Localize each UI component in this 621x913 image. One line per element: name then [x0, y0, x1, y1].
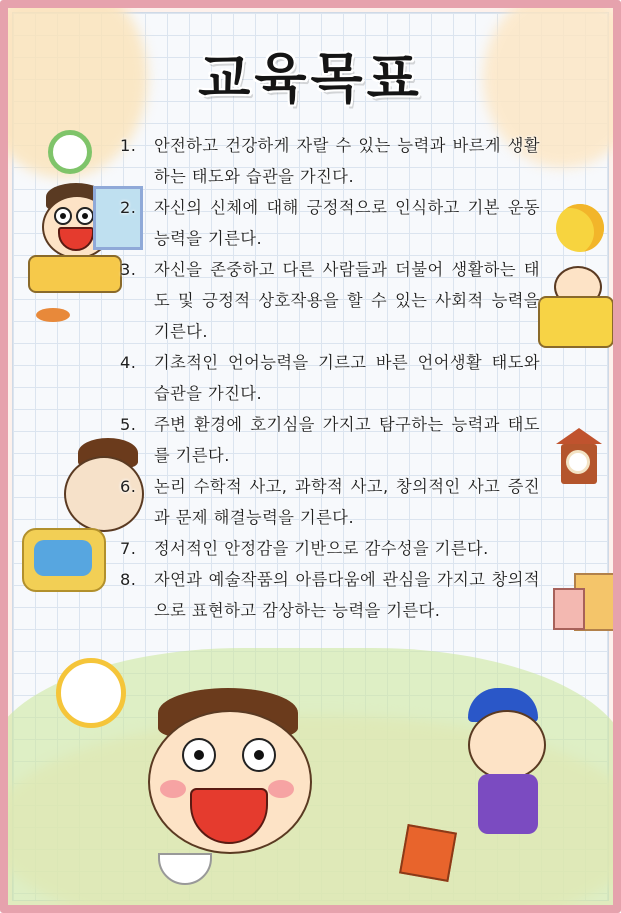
goal-number: 2.	[120, 198, 137, 217]
goal-text: 자연과 예술작품의 아름다움에 관심을 가지고 창의적으로 표현하고 감상하는 능력을 기른다.	[154, 570, 540, 620]
goal-text: 정서적인 안정감을 기반으로 감수성을 기른다.	[154, 539, 489, 558]
slippers-illustration	[36, 308, 70, 322]
alarm-clock-icon	[48, 130, 92, 174]
goal-item	[120, 533, 540, 564]
goals-list	[120, 130, 540, 626]
big-boy-illustration	[138, 688, 318, 868]
moon-icon	[556, 204, 604, 252]
cuckoo-clock-icon	[556, 428, 602, 488]
goal-item	[120, 347, 540, 409]
goal-text: 자신의 신체에 대해 긍정적으로 인식하고 기본 운동 능력을 기른다.	[154, 198, 540, 248]
goal-text: 기초적인 언어능력을 기르고 바른 언어생활 태도와 습관을 가진다.	[154, 353, 540, 403]
goal-item	[120, 564, 540, 626]
kid-with-cap-illustration	[458, 688, 568, 848]
goal-number: 8.	[120, 570, 137, 589]
bathtub-illustration	[22, 528, 106, 592]
goal-number: 3.	[120, 260, 137, 279]
goal-item	[120, 130, 540, 192]
goal-number: 4.	[120, 353, 137, 372]
goal-item	[120, 192, 540, 254]
goal-item	[120, 409, 540, 471]
goal-item	[120, 254, 540, 347]
house-icon-2	[553, 588, 585, 630]
goal-text: 논리 수학적 사고, 과학적 사고, 창의적인 사고 증진과 문제 해결능력을 기른다.	[154, 477, 540, 527]
goal-text: 자신을 존중하고 다른 사람들과 더불어 생활하는 태도 및 긍정적 상호작용을 할 수 있는 사회적 능력을 기른다.	[154, 260, 540, 341]
smiling-clock-icon	[56, 658, 126, 728]
goal-item	[120, 471, 540, 533]
goal-text: 주변 환경에 호기심을 가지고 탐구하는 능력과 태도를 기른다.	[154, 415, 540, 465]
goal-number: 5.	[120, 415, 137, 434]
goal-number: 1.	[120, 136, 137, 155]
page-title: 교육목표	[198, 47, 423, 110]
goal-number: 6.	[120, 477, 137, 496]
goal-text: 안전하고 건강하게 자랄 수 있는 능력과 바르게 생활하는 태도와 습관을 가진다.	[154, 136, 540, 186]
sleeping-child-illustration	[538, 266, 618, 356]
orange-bag-icon	[399, 824, 457, 882]
goal-number: 7.	[120, 539, 137, 558]
